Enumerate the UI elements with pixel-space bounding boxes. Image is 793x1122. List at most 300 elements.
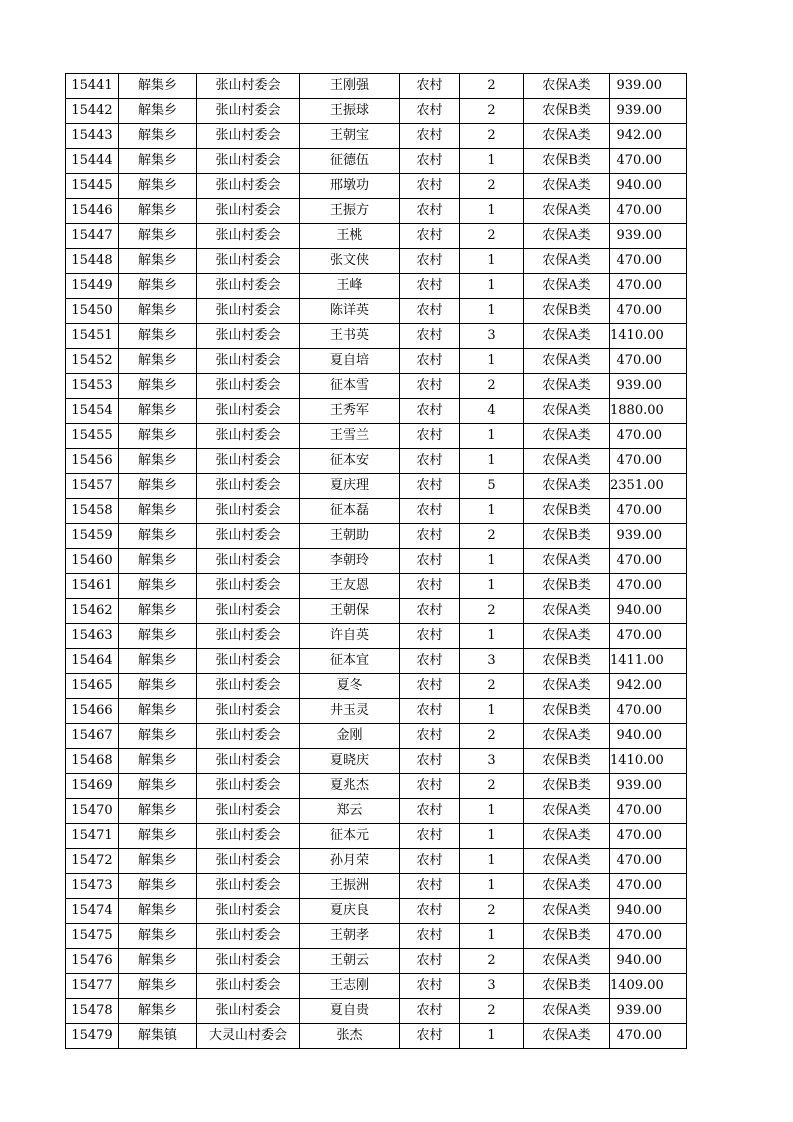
cell-persons: 1 bbox=[460, 449, 524, 474]
cell-residence: 农村 bbox=[400, 324, 460, 349]
cell-residence: 农村 bbox=[400, 174, 460, 199]
cell-name: 陈详英 bbox=[300, 299, 400, 324]
cell-residence: 农村 bbox=[400, 199, 460, 224]
cell-township: 解集乡 bbox=[119, 649, 197, 674]
table-row bbox=[66, 949, 687, 974]
cell-persons: 1 bbox=[460, 699, 524, 724]
cell-category: 农保B类 bbox=[524, 749, 610, 774]
cell-amount: 470.00 bbox=[610, 1024, 687, 1049]
cell-amount: 470.00 bbox=[610, 924, 687, 949]
table-row bbox=[66, 874, 687, 899]
cell-residence: 农村 bbox=[400, 374, 460, 399]
cell-id: 15456 bbox=[66, 449, 119, 474]
cell-residence: 农村 bbox=[400, 449, 460, 474]
cell-residence: 农村 bbox=[400, 574, 460, 599]
cell-residence: 农村 bbox=[400, 249, 460, 274]
cell-id: 15477 bbox=[66, 974, 119, 999]
table-row bbox=[66, 324, 687, 349]
cell-category: 农保A类 bbox=[524, 549, 610, 574]
cell-id: 15454 bbox=[66, 399, 119, 424]
cell-township: 解集乡 bbox=[119, 399, 197, 424]
cell-amount: 1409.00 bbox=[610, 974, 687, 999]
cell-township: 解集乡 bbox=[119, 199, 197, 224]
cell-township: 解集乡 bbox=[119, 274, 197, 299]
cell-name: 夏自贵 bbox=[300, 999, 400, 1024]
cell-village: 张山村委会 bbox=[197, 74, 300, 99]
cell-village: 张山村委会 bbox=[197, 499, 300, 524]
cell-persons: 1 bbox=[460, 299, 524, 324]
cell-amount: 1411.00 bbox=[610, 649, 687, 674]
cell-name: 井玉灵 bbox=[300, 699, 400, 724]
cell-name: 郑云 bbox=[300, 799, 400, 824]
cell-village: 张山村委会 bbox=[197, 474, 300, 499]
cell-township: 解集乡 bbox=[119, 449, 197, 474]
cell-persons: 2 bbox=[460, 949, 524, 974]
cell-persons: 1 bbox=[460, 424, 524, 449]
cell-village: 张山村委会 bbox=[197, 149, 300, 174]
cell-category: 农保B类 bbox=[524, 499, 610, 524]
cell-category: 农保A类 bbox=[524, 324, 610, 349]
table-row bbox=[66, 249, 687, 274]
pension-payment-table bbox=[65, 73, 687, 1049]
cell-village: 张山村委会 bbox=[197, 299, 300, 324]
cell-name: 张杰 bbox=[300, 1024, 400, 1049]
cell-village: 张山村委会 bbox=[197, 799, 300, 824]
cell-name: 夏庆理 bbox=[300, 474, 400, 499]
cell-id: 15459 bbox=[66, 524, 119, 549]
cell-amount: 470.00 bbox=[610, 849, 687, 874]
cell-category: 农保B类 bbox=[524, 299, 610, 324]
table-row bbox=[66, 199, 687, 224]
cell-residence: 农村 bbox=[400, 149, 460, 174]
cell-village: 张山村委会 bbox=[197, 574, 300, 599]
cell-residence: 农村 bbox=[400, 724, 460, 749]
cell-township: 解集乡 bbox=[119, 624, 197, 649]
cell-name: 王振方 bbox=[300, 199, 400, 224]
cell-township: 解集乡 bbox=[119, 999, 197, 1024]
cell-name: 王朝云 bbox=[300, 949, 400, 974]
cell-id: 15467 bbox=[66, 724, 119, 749]
cell-id: 15443 bbox=[66, 124, 119, 149]
cell-persons: 1 bbox=[460, 499, 524, 524]
table-row bbox=[66, 274, 687, 299]
cell-township: 解集乡 bbox=[119, 474, 197, 499]
cell-township: 解集乡 bbox=[119, 549, 197, 574]
cell-village: 张山村委会 bbox=[197, 399, 300, 424]
cell-village: 张山村委会 bbox=[197, 924, 300, 949]
cell-id: 15469 bbox=[66, 774, 119, 799]
cell-persons: 1 bbox=[460, 274, 524, 299]
table-row bbox=[66, 149, 687, 174]
cell-township: 解集乡 bbox=[119, 849, 197, 874]
cell-amount: 470.00 bbox=[610, 299, 687, 324]
table-row bbox=[66, 99, 687, 124]
cell-township: 解集乡 bbox=[119, 124, 197, 149]
cell-id: 15465 bbox=[66, 674, 119, 699]
cell-persons: 1 bbox=[460, 199, 524, 224]
table-row bbox=[66, 674, 687, 699]
cell-id: 15445 bbox=[66, 174, 119, 199]
cell-village: 张山村委会 bbox=[197, 649, 300, 674]
cell-residence: 农村 bbox=[400, 524, 460, 549]
cell-name: 征本元 bbox=[300, 824, 400, 849]
cell-persons: 2 bbox=[460, 899, 524, 924]
cell-persons: 1 bbox=[460, 874, 524, 899]
table-row bbox=[66, 774, 687, 799]
cell-persons: 1 bbox=[460, 924, 524, 949]
cell-township: 解集乡 bbox=[119, 349, 197, 374]
cell-id: 15457 bbox=[66, 474, 119, 499]
cell-residence: 农村 bbox=[400, 899, 460, 924]
cell-township: 解集乡 bbox=[119, 74, 197, 99]
cell-village: 张山村委会 bbox=[197, 699, 300, 724]
cell-name: 王书英 bbox=[300, 324, 400, 349]
cell-name: 王刚强 bbox=[300, 74, 400, 99]
cell-amount: 470.00 bbox=[610, 824, 687, 849]
table-row bbox=[66, 549, 687, 574]
cell-id: 15478 bbox=[66, 999, 119, 1024]
cell-id: 15473 bbox=[66, 874, 119, 899]
cell-category: 农保A类 bbox=[524, 374, 610, 399]
cell-village: 张山村委会 bbox=[197, 274, 300, 299]
cell-township: 解集乡 bbox=[119, 224, 197, 249]
cell-amount: 1880.00 bbox=[610, 399, 687, 424]
cell-category: 农保A类 bbox=[524, 124, 610, 149]
cell-residence: 农村 bbox=[400, 999, 460, 1024]
cell-amount: 942.00 bbox=[610, 124, 687, 149]
cell-id: 15458 bbox=[66, 499, 119, 524]
cell-amount: 1410.00 bbox=[610, 749, 687, 774]
cell-amount: 939.00 bbox=[610, 524, 687, 549]
cell-residence: 农村 bbox=[400, 424, 460, 449]
cell-category: 农保A类 bbox=[524, 824, 610, 849]
cell-id: 15447 bbox=[66, 224, 119, 249]
cell-category: 农保A类 bbox=[524, 399, 610, 424]
cell-village: 张山村委会 bbox=[197, 599, 300, 624]
table-row bbox=[66, 849, 687, 874]
cell-township: 解集乡 bbox=[119, 599, 197, 624]
cell-residence: 农村 bbox=[400, 1024, 460, 1049]
cell-amount: 470.00 bbox=[610, 574, 687, 599]
cell-village: 张山村委会 bbox=[197, 624, 300, 649]
cell-id: 15471 bbox=[66, 824, 119, 849]
cell-amount: 939.00 bbox=[610, 99, 687, 124]
table-row bbox=[66, 799, 687, 824]
cell-persons: 2 bbox=[460, 99, 524, 124]
cell-category: 农保B类 bbox=[524, 774, 610, 799]
cell-residence: 农村 bbox=[400, 774, 460, 799]
cell-category: 农保B类 bbox=[524, 524, 610, 549]
cell-id: 15449 bbox=[66, 274, 119, 299]
cell-amount: 940.00 bbox=[610, 599, 687, 624]
cell-township: 解集乡 bbox=[119, 874, 197, 899]
cell-persons: 1 bbox=[460, 824, 524, 849]
cell-name: 李朝玲 bbox=[300, 549, 400, 574]
cell-id: 15463 bbox=[66, 624, 119, 649]
cell-residence: 农村 bbox=[400, 874, 460, 899]
cell-village: 张山村委会 bbox=[197, 674, 300, 699]
cell-persons: 2 bbox=[460, 224, 524, 249]
cell-id: 15464 bbox=[66, 649, 119, 674]
cell-village: 张山村委会 bbox=[197, 849, 300, 874]
cell-category: 农保B类 bbox=[524, 149, 610, 174]
table-row bbox=[66, 399, 687, 424]
cell-amount: 470.00 bbox=[610, 449, 687, 474]
cell-category: 农保B类 bbox=[524, 699, 610, 724]
cell-village: 张山村委会 bbox=[197, 249, 300, 274]
cell-township: 解集乡 bbox=[119, 499, 197, 524]
cell-persons: 1 bbox=[460, 1024, 524, 1049]
cell-category: 农保A类 bbox=[524, 999, 610, 1024]
cell-persons: 2 bbox=[460, 674, 524, 699]
cell-persons: 3 bbox=[460, 649, 524, 674]
cell-id: 15441 bbox=[66, 74, 119, 99]
cell-amount: 939.00 bbox=[610, 774, 687, 799]
cell-persons: 2 bbox=[460, 599, 524, 624]
cell-name: 征本磊 bbox=[300, 499, 400, 524]
cell-category: 农保A类 bbox=[524, 274, 610, 299]
cell-name: 征本宜 bbox=[300, 649, 400, 674]
cell-persons: 1 bbox=[460, 149, 524, 174]
cell-village: 张山村委会 bbox=[197, 224, 300, 249]
table-row bbox=[66, 224, 687, 249]
cell-township: 解集乡 bbox=[119, 724, 197, 749]
cell-id: 15470 bbox=[66, 799, 119, 824]
cell-township: 解集乡 bbox=[119, 149, 197, 174]
cell-amount: 940.00 bbox=[610, 949, 687, 974]
cell-residence: 农村 bbox=[400, 674, 460, 699]
cell-name: 王志刚 bbox=[300, 974, 400, 999]
cell-persons: 5 bbox=[460, 474, 524, 499]
cell-category: 农保A类 bbox=[524, 474, 610, 499]
cell-name: 许自英 bbox=[300, 624, 400, 649]
cell-township: 解集乡 bbox=[119, 899, 197, 924]
cell-name: 夏庆良 bbox=[300, 899, 400, 924]
cell-township: 解集乡 bbox=[119, 374, 197, 399]
cell-category: 农保A类 bbox=[524, 249, 610, 274]
table-row bbox=[66, 599, 687, 624]
cell-category: 农保A类 bbox=[524, 1024, 610, 1049]
cell-amount: 470.00 bbox=[610, 699, 687, 724]
cell-residence: 农村 bbox=[400, 299, 460, 324]
cell-name: 王朝宝 bbox=[300, 124, 400, 149]
cell-id: 15479 bbox=[66, 1024, 119, 1049]
cell-name: 王桃 bbox=[300, 224, 400, 249]
table-row bbox=[66, 649, 687, 674]
cell-residence: 农村 bbox=[400, 549, 460, 574]
table-row bbox=[66, 1024, 687, 1049]
cell-name: 夏兆杰 bbox=[300, 774, 400, 799]
cell-village: 张山村委会 bbox=[197, 99, 300, 124]
cell-amount: 470.00 bbox=[610, 249, 687, 274]
cell-village: 张山村委会 bbox=[197, 749, 300, 774]
cell-township: 解集乡 bbox=[119, 249, 197, 274]
cell-residence: 农村 bbox=[400, 99, 460, 124]
cell-village: 张山村委会 bbox=[197, 724, 300, 749]
cell-village: 张山村委会 bbox=[197, 999, 300, 1024]
table-row bbox=[66, 374, 687, 399]
cell-name: 王振洲 bbox=[300, 874, 400, 899]
table-row bbox=[66, 699, 687, 724]
cell-persons: 1 bbox=[460, 349, 524, 374]
cell-village: 张山村委会 bbox=[197, 874, 300, 899]
cell-township: 解集乡 bbox=[119, 574, 197, 599]
cell-category: 农保A类 bbox=[524, 424, 610, 449]
cell-category: 农保A类 bbox=[524, 624, 610, 649]
table-row bbox=[66, 924, 687, 949]
cell-village: 张山村委会 bbox=[197, 324, 300, 349]
cell-category: 农保A类 bbox=[524, 849, 610, 874]
cell-category: 农保A类 bbox=[524, 199, 610, 224]
cell-residence: 农村 bbox=[400, 824, 460, 849]
cell-name: 征本雪 bbox=[300, 374, 400, 399]
cell-persons: 2 bbox=[460, 74, 524, 99]
cell-category: 农保A类 bbox=[524, 899, 610, 924]
table-row bbox=[66, 299, 687, 324]
cell-name: 夏冬 bbox=[300, 674, 400, 699]
cell-category: 农保A类 bbox=[524, 724, 610, 749]
cell-id: 15448 bbox=[66, 249, 119, 274]
table-row bbox=[66, 74, 687, 99]
cell-village: 张山村委会 bbox=[197, 449, 300, 474]
cell-category: 农保A类 bbox=[524, 224, 610, 249]
cell-name: 夏晓庆 bbox=[300, 749, 400, 774]
cell-persons: 3 bbox=[460, 974, 524, 999]
cell-amount: 939.00 bbox=[610, 224, 687, 249]
cell-amount: 940.00 bbox=[610, 174, 687, 199]
cell-name: 王朝孝 bbox=[300, 924, 400, 949]
cell-amount: 470.00 bbox=[610, 499, 687, 524]
cell-id: 15461 bbox=[66, 574, 119, 599]
cell-village: 张山村委会 bbox=[197, 124, 300, 149]
cell-residence: 农村 bbox=[400, 74, 460, 99]
cell-village: 张山村委会 bbox=[197, 524, 300, 549]
cell-category: 农保A类 bbox=[524, 674, 610, 699]
table-row bbox=[66, 124, 687, 149]
cell-residence: 农村 bbox=[400, 399, 460, 424]
cell-township: 解集乡 bbox=[119, 949, 197, 974]
cell-village: 张山村委会 bbox=[197, 349, 300, 374]
cell-township: 解集乡 bbox=[119, 299, 197, 324]
cell-residence: 农村 bbox=[400, 499, 460, 524]
cell-category: 农保A类 bbox=[524, 449, 610, 474]
cell-township: 解集乡 bbox=[119, 774, 197, 799]
table-row bbox=[66, 749, 687, 774]
cell-township: 解集乡 bbox=[119, 799, 197, 824]
cell-category: 农保A类 bbox=[524, 874, 610, 899]
cell-amount: 470.00 bbox=[610, 874, 687, 899]
table-row bbox=[66, 449, 687, 474]
cell-residence: 农村 bbox=[400, 849, 460, 874]
cell-name: 邢墩功 bbox=[300, 174, 400, 199]
cell-persons: 2 bbox=[460, 999, 524, 1024]
cell-id: 15451 bbox=[66, 324, 119, 349]
cell-residence: 农村 bbox=[400, 924, 460, 949]
cell-village: 张山村委会 bbox=[197, 549, 300, 574]
cell-id: 15476 bbox=[66, 949, 119, 974]
cell-village: 大灵山村委会 bbox=[197, 1024, 300, 1049]
cell-residence: 农村 bbox=[400, 124, 460, 149]
cell-name: 金刚 bbox=[300, 724, 400, 749]
cell-persons: 1 bbox=[460, 249, 524, 274]
cell-residence: 农村 bbox=[400, 599, 460, 624]
cell-township: 解集乡 bbox=[119, 674, 197, 699]
cell-name: 王振球 bbox=[300, 99, 400, 124]
cell-township: 解集乡 bbox=[119, 524, 197, 549]
table-row bbox=[66, 999, 687, 1024]
cell-amount: 942.00 bbox=[610, 674, 687, 699]
table-row bbox=[66, 899, 687, 924]
cell-residence: 农村 bbox=[400, 474, 460, 499]
cell-township: 解集乡 bbox=[119, 699, 197, 724]
cell-persons: 2 bbox=[460, 524, 524, 549]
cell-residence: 农村 bbox=[400, 649, 460, 674]
cell-village: 张山村委会 bbox=[197, 424, 300, 449]
table-row bbox=[66, 824, 687, 849]
cell-id: 15462 bbox=[66, 599, 119, 624]
cell-id: 15442 bbox=[66, 99, 119, 124]
cell-name: 王秀军 bbox=[300, 399, 400, 424]
cell-amount: 470.00 bbox=[610, 349, 687, 374]
cell-category: 农保B类 bbox=[524, 99, 610, 124]
cell-name: 夏自培 bbox=[300, 349, 400, 374]
cell-persons: 1 bbox=[460, 849, 524, 874]
cell-name: 王朝保 bbox=[300, 599, 400, 624]
table-row bbox=[66, 424, 687, 449]
cell-name: 孙月荣 bbox=[300, 849, 400, 874]
cell-name: 王朝助 bbox=[300, 524, 400, 549]
cell-category: 农保B类 bbox=[524, 924, 610, 949]
cell-id: 15453 bbox=[66, 374, 119, 399]
cell-persons: 1 bbox=[460, 574, 524, 599]
cell-residence: 农村 bbox=[400, 699, 460, 724]
cell-amount: 1410.00 bbox=[610, 324, 687, 349]
table-body bbox=[66, 74, 687, 1049]
table-row bbox=[66, 974, 687, 999]
cell-id: 15466 bbox=[66, 699, 119, 724]
cell-persons: 3 bbox=[460, 324, 524, 349]
cell-persons: 4 bbox=[460, 399, 524, 424]
table-row bbox=[66, 524, 687, 549]
cell-category: 农保A类 bbox=[524, 74, 610, 99]
cell-residence: 农村 bbox=[400, 974, 460, 999]
cell-persons: 2 bbox=[460, 374, 524, 399]
cell-amount: 470.00 bbox=[610, 799, 687, 824]
cell-amount: 940.00 bbox=[610, 724, 687, 749]
cell-township: 解集乡 bbox=[119, 824, 197, 849]
table-row bbox=[66, 474, 687, 499]
cell-amount: 470.00 bbox=[610, 199, 687, 224]
cell-persons: 2 bbox=[460, 124, 524, 149]
cell-township: 解集乡 bbox=[119, 99, 197, 124]
cell-residence: 农村 bbox=[400, 799, 460, 824]
cell-village: 张山村委会 bbox=[197, 774, 300, 799]
cell-id: 15475 bbox=[66, 924, 119, 949]
cell-township: 解集乡 bbox=[119, 974, 197, 999]
cell-persons: 2 bbox=[460, 174, 524, 199]
cell-id: 15450 bbox=[66, 299, 119, 324]
cell-amount: 470.00 bbox=[610, 549, 687, 574]
cell-village: 张山村委会 bbox=[197, 199, 300, 224]
cell-id: 15446 bbox=[66, 199, 119, 224]
cell-name: 王峰 bbox=[300, 274, 400, 299]
cell-persons: 3 bbox=[460, 749, 524, 774]
cell-village: 张山村委会 bbox=[197, 824, 300, 849]
cell-name: 征本安 bbox=[300, 449, 400, 474]
cell-category: 农保B类 bbox=[524, 974, 610, 999]
cell-residence: 农村 bbox=[400, 749, 460, 774]
cell-village: 张山村委会 bbox=[197, 174, 300, 199]
